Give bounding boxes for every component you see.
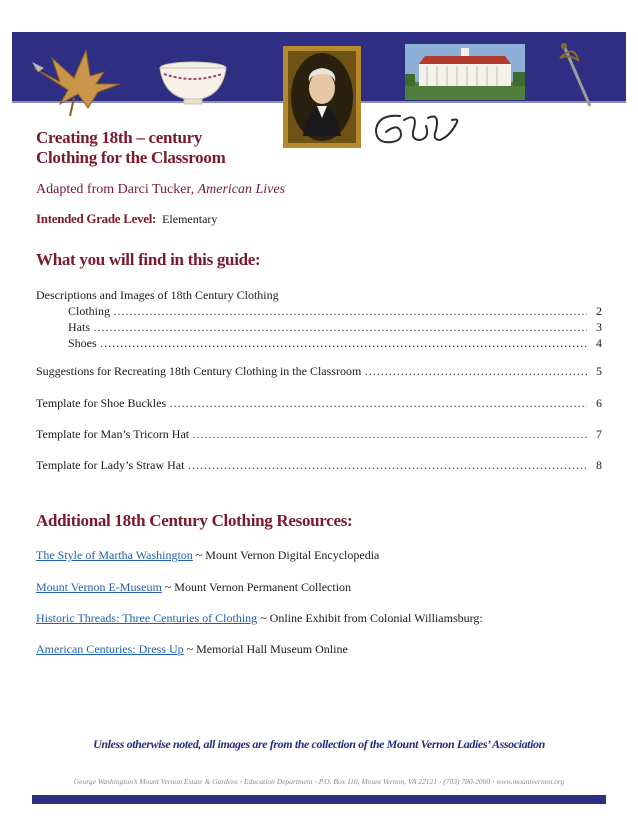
toc-entry-page: 2 xyxy=(596,304,602,318)
footer-address: George Washington’s Mount Vernon Estate & Gardens › Education Department › P.O. Box 110, Mount Vernon, VA 22121 › (703) 780-2000 › www.mountvernon.org xyxy=(73,777,565,786)
title-line-2: Clothing for the Classroom xyxy=(36,148,226,167)
resource-link[interactable]: Mount Vernon E-Museum xyxy=(36,580,162,594)
porcelain-bowl-icon xyxy=(158,60,228,105)
grade-level xyxy=(36,211,217,227)
toc-entry xyxy=(36,320,602,336)
resources-heading: Additional 18th Century Clothing Resources: xyxy=(36,511,353,530)
toc-entry-title: Hats xyxy=(68,320,90,334)
resource-item xyxy=(36,611,483,626)
toc-entry xyxy=(36,364,602,380)
toc-section-title: Descriptions and Images of 18th Century Clothing xyxy=(36,288,279,302)
signature-icon xyxy=(370,110,465,150)
resource-link[interactable]: The Style of Martha Washington xyxy=(36,548,193,562)
resource-desc: ~ Online Exhibit from Colonial Williamsburg: xyxy=(257,611,483,625)
sword-icon xyxy=(556,40,596,108)
adapted-from xyxy=(36,182,285,198)
resource-link[interactable]: Historic Threads: Three Centuries of Clothing xyxy=(36,611,258,625)
toc-entry xyxy=(36,304,602,320)
toc-entry-title: Suggestions for Recreating 18th Century Clothing in the Classroom xyxy=(36,364,362,378)
toc-entry-page: 8 xyxy=(596,458,602,472)
resource-desc: ~ Mount Vernon Permanent Collection xyxy=(161,580,352,594)
resource-desc: ~ Mount Vernon Digital Encyclopedia xyxy=(192,548,380,562)
toc-entry xyxy=(36,427,602,443)
guide-heading: What you will find in this guide: xyxy=(36,250,261,269)
toc-entry-page: 6 xyxy=(596,396,602,410)
dove-weathervane-icon xyxy=(30,38,125,116)
toc-entry-title: Template for Man’s Tricorn Hat xyxy=(36,427,190,441)
grade-label: Intended Grade Level: xyxy=(36,211,157,226)
toc-entry-title: Clothing xyxy=(68,304,111,318)
resource-item xyxy=(36,642,348,657)
adapted-prefix: Adapted from Darci Tucker, xyxy=(36,182,198,197)
toc-entry-page: 4 xyxy=(596,336,602,350)
grade-value: Elementary xyxy=(162,212,218,226)
mansion-photo-icon xyxy=(405,44,525,100)
image-credit-note: Unless otherwise noted, all images are from the collection of the Mount Vernon Ladies’ Association xyxy=(93,737,545,751)
toc-entry-title: Template for Lady’s Straw Hat xyxy=(36,458,185,472)
page-title xyxy=(36,128,296,168)
resource-link[interactable]: American Centuries: Dress Up xyxy=(36,642,184,656)
toc-entry xyxy=(36,396,602,412)
toc-entry-page: 3 xyxy=(596,320,602,334)
toc-entry-title: Template for Shoe Buckles xyxy=(36,396,167,410)
adapted-source: American Lives xyxy=(197,182,286,197)
toc-entry-page: 7 xyxy=(596,427,602,441)
toc-entry-title: Shoes xyxy=(68,336,97,350)
title-line-1: Creating 18th – century xyxy=(36,128,203,147)
toc-entry-page: 5 xyxy=(596,364,602,378)
toc-entry xyxy=(36,458,602,474)
footer-bar xyxy=(32,795,606,804)
resource-item xyxy=(36,580,351,595)
toc-entry xyxy=(36,336,602,352)
resource-desc: ~ Memorial Hall Museum Online xyxy=(183,642,348,656)
resource-item xyxy=(36,548,379,563)
